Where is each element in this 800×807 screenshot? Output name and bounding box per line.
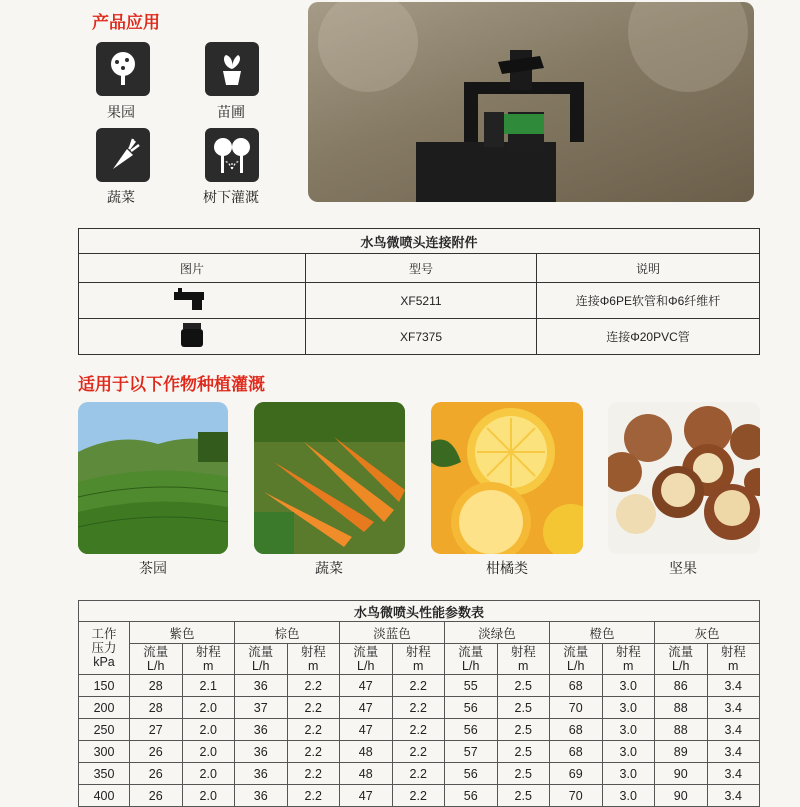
range-header-line: 射程 [510, 645, 536, 659]
flow-header-line: L/h [357, 659, 375, 673]
pressure-header [79, 622, 130, 675]
flow-header [130, 644, 183, 675]
flow-cell: 56 [445, 763, 498, 785]
range-header [287, 644, 340, 675]
flow-cell: 89 [655, 741, 708, 763]
range-cell: 2.2 [392, 697, 445, 719]
flow-cell: 28 [130, 675, 183, 697]
flow-cell: 69 [550, 763, 603, 785]
accessories-header-description: 说明 [537, 254, 760, 283]
flow-cell: 70 [550, 785, 603, 807]
flow-cell: 56 [445, 719, 498, 741]
color-header-purple: 紫色 [130, 622, 235, 644]
range-cell: 2.0 [182, 697, 235, 719]
seedling-pot-icon [205, 42, 259, 96]
range-cell: 2.5 [497, 763, 550, 785]
performance-body [79, 675, 760, 807]
range-cell: 2.2 [287, 741, 340, 763]
flow-header-line: 流量 [458, 645, 484, 659]
tree-icon [96, 42, 150, 96]
flow-header-line: L/h [462, 659, 480, 673]
range-cell: 2.2 [392, 785, 445, 807]
pressure-header-line: 压力 [91, 641, 117, 655]
range-cell: 3.4 [707, 741, 760, 763]
accessory-model: XF7375 [306, 319, 537, 355]
range-cell: 2.2 [392, 741, 445, 763]
table-row [79, 763, 760, 785]
range-cell: 2.2 [287, 697, 340, 719]
range-cell: 2.2 [287, 719, 340, 741]
range-cell: 2.2 [287, 785, 340, 807]
color-header-brown: 棕色 [235, 622, 340, 644]
accessory-image-cell [79, 283, 306, 319]
flow-header-line: L/h [147, 659, 165, 673]
range-cell: 2.1 [182, 675, 235, 697]
under-tree-sprinkler-icon [205, 128, 259, 182]
flow-cell: 36 [235, 675, 288, 697]
range-cell: 3.4 [707, 697, 760, 719]
table-row [79, 719, 760, 741]
range-cell: 2.5 [497, 697, 550, 719]
table-row [79, 741, 760, 763]
flow-cell: 36 [235, 719, 288, 741]
pressure-cell: 150 [79, 675, 130, 697]
range-cell: 3.0 [602, 763, 655, 785]
flow-cell: 57 [445, 741, 498, 763]
flow-cell: 28 [130, 697, 183, 719]
performance-table-title: 水鸟微喷头性能参数表 [79, 601, 760, 622]
range-header [182, 644, 235, 675]
applications-title: 产品应用 [92, 13, 160, 33]
range-header [707, 644, 760, 675]
vegetables-photo [254, 402, 405, 554]
range-cell: 2.0 [182, 741, 235, 763]
pressure-cell: 400 [79, 785, 130, 807]
range-cell: 2.2 [392, 763, 445, 785]
flow-cell: 86 [655, 675, 708, 697]
range-header [602, 644, 655, 675]
range-header-line: m [308, 659, 319, 673]
flow-cell: 36 [235, 763, 288, 785]
pressure-cell: 350 [79, 763, 130, 785]
tea-garden-photo [78, 402, 228, 554]
range-header-line: m [518, 659, 529, 673]
carrot-icon [96, 128, 150, 182]
flow-cell: 26 [130, 741, 183, 763]
range-cell: 3.4 [707, 785, 760, 807]
flow-header-line: L/h [567, 659, 585, 673]
range-cell: 3.4 [707, 719, 760, 741]
flow-header-line: 流量 [563, 645, 589, 659]
flow-cell: 37 [235, 697, 288, 719]
range-cell: 2.2 [392, 719, 445, 741]
sprinkler-product-photo [308, 2, 754, 202]
citrus-photo [431, 402, 583, 554]
pressure-header-unit: kPa [93, 655, 115, 669]
crop-label-tea: 茶园 [139, 561, 167, 577]
flow-cell: 47 [340, 719, 393, 741]
flow-header-line: 流量 [248, 645, 274, 659]
table-row [79, 697, 760, 719]
app-label-under-tree-irrigation: 树下灌溉 [203, 190, 259, 206]
color-header-light-green: 淡绿色 [445, 622, 550, 644]
flow-cell: 26 [130, 785, 183, 807]
flow-cell: 55 [445, 675, 498, 697]
flow-cell: 90 [655, 785, 708, 807]
flow-header-line: L/h [672, 659, 690, 673]
pressure-cell: 300 [79, 741, 130, 763]
range-cell: 2.0 [182, 785, 235, 807]
flow-header [340, 644, 393, 675]
accessories-table-title: 水鸟微喷头连接附件 [79, 229, 760, 254]
color-header-gray: 灰色 [655, 622, 760, 644]
flow-cell: 68 [550, 719, 603, 741]
range-cell: 2.2 [287, 763, 340, 785]
flow-header-line: 流量 [143, 645, 169, 659]
app-label-orchard: 果园 [107, 105, 135, 121]
table-row [79, 675, 760, 697]
accessory-description: 连接Φ6PE软管和Φ6纤维杆 [537, 283, 760, 319]
pressure-cell: 250 [79, 719, 130, 741]
flow-header [235, 644, 288, 675]
color-header-light-blue: 淡蓝色 [340, 622, 445, 644]
flow-cell: 48 [340, 741, 393, 763]
range-cell: 3.0 [602, 675, 655, 697]
flow-cell: 56 [445, 785, 498, 807]
range-header-line: 射程 [720, 645, 746, 659]
accessory-description: 连接Φ20PVC管 [537, 319, 760, 355]
performance-table [78, 600, 760, 807]
table-row [79, 283, 760, 319]
flow-cell: 48 [340, 763, 393, 785]
range-cell: 2.5 [497, 719, 550, 741]
app-label-nursery: 苗圃 [217, 105, 245, 121]
crops-title: 适用于以下作物种植灌溉 [78, 375, 265, 395]
flow-cell: 36 [235, 741, 288, 763]
nuts-photo [608, 402, 760, 554]
flow-cell: 27 [130, 719, 183, 741]
flow-cell: 26 [130, 763, 183, 785]
accessory-image-cell [79, 319, 306, 355]
range-header-line: 射程 [300, 645, 326, 659]
elbow-connector-icon [172, 286, 212, 312]
accessory-model: XF5211 [306, 283, 537, 319]
range-cell: 3.4 [707, 763, 760, 785]
flow-header-line: 流量 [668, 645, 694, 659]
range-header [392, 644, 445, 675]
range-cell: 3.4 [707, 675, 760, 697]
flow-cell: 70 [550, 697, 603, 719]
crop-label-citrus: 柑橘类 [486, 561, 528, 577]
range-cell: 3.0 [602, 697, 655, 719]
range-cell: 2.5 [497, 785, 550, 807]
app-label-vegetables: 蔬菜 [107, 190, 135, 206]
flow-cell: 68 [550, 675, 603, 697]
accessories-header-model: 型号 [306, 254, 537, 283]
pressure-header-line: 工作 [91, 627, 117, 641]
table-row [79, 319, 760, 355]
range-cell: 2.5 [497, 675, 550, 697]
crop-label-nuts: 坚果 [669, 561, 697, 577]
range-header-line: m [203, 659, 214, 673]
flow-cell: 47 [340, 675, 393, 697]
flow-cell: 68 [550, 741, 603, 763]
range-cell: 2.0 [182, 719, 235, 741]
range-header-line: m [413, 659, 424, 673]
range-cell: 3.0 [602, 741, 655, 763]
range-cell: 2.2 [392, 675, 445, 697]
sub-header-row [79, 644, 760, 675]
pvc-adapter-icon [177, 321, 207, 349]
flow-cell: 88 [655, 697, 708, 719]
flow-header-line: L/h [252, 659, 270, 673]
flow-header [655, 644, 708, 675]
crop-label-vegetables: 蔬菜 [315, 561, 343, 577]
range-header-line: 射程 [195, 645, 221, 659]
flow-cell: 88 [655, 719, 708, 741]
range-header-line: 射程 [615, 645, 641, 659]
table-row [79, 785, 760, 807]
accessories-table [78, 228, 760, 355]
range-header-line: m [728, 659, 739, 673]
range-cell: 2.5 [497, 741, 550, 763]
flow-header [445, 644, 498, 675]
flow-header [550, 644, 603, 675]
flow-cell: 36 [235, 785, 288, 807]
range-header-line: m [623, 659, 634, 673]
range-header-line: 射程 [405, 645, 431, 659]
accessories-header-image: 图片 [79, 254, 306, 283]
flow-cell: 56 [445, 697, 498, 719]
flow-cell: 47 [340, 697, 393, 719]
pressure-cell: 200 [79, 697, 130, 719]
color-header-orange: 橙色 [550, 622, 655, 644]
flow-cell: 47 [340, 785, 393, 807]
range-header [497, 644, 550, 675]
range-cell: 2.0 [182, 763, 235, 785]
range-cell: 3.0 [602, 719, 655, 741]
flow-cell: 90 [655, 763, 708, 785]
range-cell: 3.0 [602, 785, 655, 807]
flow-header-line: 流量 [353, 645, 379, 659]
range-cell: 2.2 [287, 675, 340, 697]
